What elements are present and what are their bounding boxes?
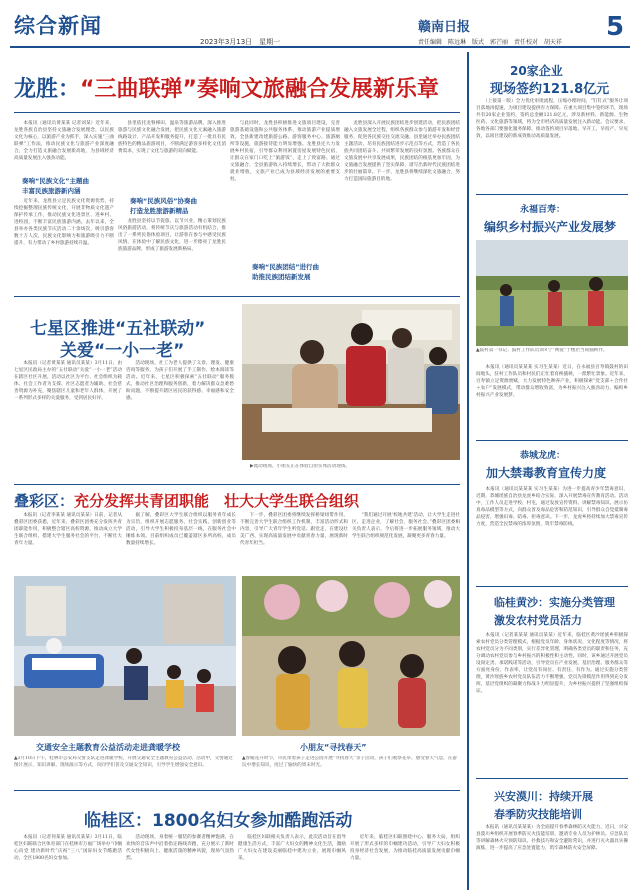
longsheng-subhead-3: 奏响“民族团结”进行曲 — [252, 263, 320, 271]
rule — [14, 484, 460, 485]
body-text: 龙胜县深入开展民族团结进步创建活动，把民族团结融入文旅发展全过程，组织各族群众参与旅游开发和经营服务，促进各民族交往交流交融。县里通过举办民族团结主题活动、培育民族团结进步示范点等方式，营造了各民族共同团结奋斗、共同繁荣发展的良好氛围。各族群众在文旅发展中共享发展成果，民族团结的根基更加牢固，为文旅融合发展提供了坚实保障，谱写出新时代民族团结进步的壮丽篇章。下一步，龙胜县将继续深化文旅融合，努力打造国际旅游目的地。 — [344, 121, 460, 182]
gongcheng-place: 恭城龙虎： — [520, 451, 566, 461]
spring-kids-photo — [242, 576, 460, 736]
body-text: 与此同时，龙胜县积极推进文旅项目建设，完善旅游基础设施和公共服务体系，推动旅游产业提质增效。全县新建改建旅游公路、游客服务中心、旅游厕所等设施，旅游接待能力明显增强。龙胜县还大力发展乡村民宿，引导群众利用闲置房屋发展特色民宿，让群众在家门口吃上“旅游饭”，走上了致富路。通过文旅融合，全县旅游收入持续增长，带动了大批群众就业增收，文旅产业已成为县域经济发展的重要支柱。 — [230, 121, 340, 182]
rule — [476, 586, 628, 587]
masthead — [0, 0, 640, 48]
longsheng-subhead-3b: 助推民族团结新发展 — [252, 273, 311, 281]
xingan-headline-1: 持续开展 — [549, 790, 593, 803]
masthead-rule — [10, 46, 630, 48]
qixingqu-photo-caption: ▶流动现场、小朋友正在体验自由实体活动现场。 — [250, 464, 351, 469]
lingui-headline — [84, 806, 352, 831]
spring-caption-title: 小朋友“寻找春天” — [300, 743, 367, 752]
rule — [14, 296, 460, 297]
qixingqu-headline-2: 关爱“一小一老” — [60, 341, 185, 361]
body-text: 龙胜县坚持以节促旅、以节兴业，精心策划民族风俗旅游活动，将传统节庆与旅游活动有机结合，推出了一系列民俗体验项目，让游客在参与中感受民族风情，在体验中了解民族文化，进一步擦亮了龙胜民族旅游品牌，形成了旅游发展新格局。 — [118, 219, 226, 252]
yongfu-photo-caption: ▲鼓村第一书记、鼓村工作队员刘×宁“网爱”于楼层当间插秧作。 — [476, 348, 608, 353]
body-text: 本报讯（通讯员某某某 实习生某某）近日，在永福县百寿镇鼓村的田间地头，驻村工作队员和村民们正忙着育秧插秧，一派繁忙景象。近年来，百寿镇立足资源禀赋，大力发展特色种养产业，积极探索“党支部＋合作社＋农户”发展模式，带动群众增收致富，为乡村振兴注入强劲动力，编织乡村振兴产业发展梦。 — [476, 365, 628, 398]
xingan-place — [494, 788, 593, 804]
section-title: 综合新闻 — [14, 14, 102, 38]
body-text: 本报讯（通讯员某某某 实习生某某）为进一步提高青少年禁毒意识，近期，恭城瑶族自治县龙虎乡结合实际，深入开展禁毒宣传教育活动。活动中，工作人员走进学校、村屯，通过发放宣传资料、讲解禁毒知识、展示仿真毒品模型等方式，向群众普及毒品危害和防范知识，引导群众自觉抵制毒品侵害，增强识毒、防毒、拒毒意识。下一步，龙虎乡将持续加大禁毒宣传力度，营造全民禁毒的浓厚氛围，筑牢禁毒防线。 — [476, 487, 628, 527]
body-text: 本报讯（通讯员某某某）为全面提升春季森林防灭火能力，近日，兴安县漠川乡组织开展春季防灭火技能培训，邀请专业人员为护林员、应急队员等讲解森林火灾预防知识、扑救技巧和安全避险常识，并进行灭火器具实操演练，进一步提高了应急处置能力，筑牢森林防火安全屏障。 — [476, 825, 628, 851]
column-divider — [467, 52, 469, 890]
body-text: 临桂区妇联相关负责人表示，此次活动旨在倡导健康生活方式，丰富广大妇女的精神文化生活，激励广大妇女在建设美丽临桂中建功立业，展现巾帼风采。 — [238, 835, 346, 861]
body-text: 县里依托龙脊梯田、温泉等旅游品牌，深入推进旅游与民族文化融合发展，把民族文化元素融入旅游线路设计、产品开发和服务提升，打造了一批具有民族特色的精品旅游项目，不断满足游客多样化文化消费需求，实现了文化与旅游的双向赋能。 — [118, 121, 226, 154]
body-text: 本报讯（记者某某某 通讯员某某）近年来，临桂区黄沙瑶族乡积极探索农村党员分类管理模式，根据党员年龄、身体状况、文化程度等情况，将农村党员分为不同类别，实行差异化管理，明确各类党员的职责和任务，充分调动农村党员参与乡村振兴的积极性和主动性。同时，该乡通过开展党员设岗定责、承诺践诺等活动，引导党员在产业发展、基层治理、服务群众等方面亮身份、作表率，让党员有岗位、有责任、有作为。通过实施分类管理，黄沙瑶族乡农村党员队伍活力不断增强，党员先锋模范作用得到充分发挥，基层党组织的凝聚力和战斗力明显提升，为乡村振兴提供了坚强组织保证。 — [476, 633, 628, 694]
body-text: 下一步，叠彩区团委将继续发挥桥梁纽带作用，不断完善大学生联合组织工作机制，丰富活动形式和内容，引导广大青年学生听党话、跟党走，在建设壮美广西、实现高质量发展中贡献青春力量，展现新时代青年担当。 — [240, 513, 348, 546]
qixingqu-headline-1: 七星区推进“五社联动” — [30, 319, 206, 339]
xingan-place-text: 兴安漠川： — [494, 790, 549, 803]
body-text: （上接第一版）全力优化审批流程，压缩办理时间，“钉钉式”服务让项目落地再提速，为项目建设提供有力保障。在重大项目集中签约环节，现场共有20家企业签约，签约总金额121.8亿元，涉及新材料、新能源、生物医药、文化旅游等领域，将为全市经济高质量发展注入新动能。会议要求，各地各部门要强化服务保障，推动签约项目早落地、早开工、早投产、早见效，以项目建设的新成效推动高质量发展。 — [476, 99, 628, 139]
diecai-place: 叠彩区： — [14, 492, 75, 510]
gongcheng-headline: 加大禁毒教育宣传力度 — [486, 466, 607, 480]
body-text: 活动现场，身着统一服装的参赛者精神饱满，在欢快的音乐声中沿着指定路线奔跑，充分展示了新时代女性积极向上、健康活泼的精神风貌，现场气氛热烈。 — [126, 835, 234, 861]
yongfu-headline: 编织乡村振兴产业发展梦 — [484, 220, 617, 234]
huangsha-headline-1: 实施分类管理 — [549, 596, 615, 609]
body-text: 据了解，叠彩区大学生联合组织以服务青年成长为宗旨，组织开展志愿服务、社会实践、创新创业等活动，引导大学生积极投身基层一线，在服务社会中锤炼本领。目前组织成员已覆盖辖区多所高校，成员数量持续增长。 — [126, 513, 236, 546]
body-text: 活动现场，社工为老人提供了义诊、理发、健康咨询等服务，为孩子们开展了手工制作、绘本阅读等活动。近年来，七星区积极探索“五社联动”服务模式，推动社区治理和服务创新，着力解决群众急难愁盼问题，不断提升辖区居民的获得感、幸福感和安全感。 — [126, 361, 234, 401]
longsheng-subhead-2: 奏响“民族风俗”协奏曲 — [130, 197, 198, 205]
body-text: 本报讯（记者李某某 通讯员某某）日前，记者从叠彩区团委获悉，近年来，叠彩区团委充分发挥共青团职能作用，积极整合辖区高校资源，推动成立大学生联合组织，搭建大学生服务社会的平台，不断壮大青年力量。 — [14, 513, 122, 546]
diecai-title: 充分发挥共青团职能 壮大大学生联合组织 — [74, 492, 360, 510]
rule — [476, 440, 628, 441]
editor-credits: 责任编辑 陈远琳 版式 郭芒丽 责任校对 胡天祥 — [418, 39, 563, 46]
diecai-headline — [14, 490, 359, 511]
lingui-place: 临桂区： — [84, 811, 152, 831]
longsheng-place: 龙胜： — [14, 77, 81, 102]
longsheng-title: “三曲联弹”奏响文旅融合发展新乐章 — [80, 77, 439, 102]
yongfu-place: 永福百寿： — [520, 205, 566, 215]
xingan-headline-2: 春季防灾技能培训 — [494, 808, 582, 821]
rule — [14, 790, 460, 791]
huangsha-place-text: 临桂黄沙： — [494, 596, 549, 609]
traffic-caption-title: 交通安全主题教育公益活动走进龚暖学校 — [36, 743, 180, 752]
longsheng-subhead-1: 奏响“民族文化”主题曲 — [22, 177, 90, 185]
traffic-safety-photo — [14, 576, 236, 736]
rule — [476, 778, 628, 779]
traffic-caption-text: ▲3月10日下午，桂林市公安局交警支队走进龚暖学校，开展交通安全主题教育公益活动。活动中，交警通过图片展示、知识讲解、现场演示等方式，向同学们普及交通安全知识，引导学生增强安全意识。 — [14, 756, 234, 768]
qixingqu-photo — [242, 304, 460, 460]
huangsha-place — [494, 594, 615, 610]
body-text: 本报讯（记者何某某 通讯员某某）3月11日，临桂区妇联联合区体育部门在桂林市万福广场举办“巾帼心向党 建功新时代”庆祝“三八”国际妇女节酷跑活动，全区1800名妇女参加。 — [14, 835, 122, 861]
lingui-title: 1800名妇女参加酷跑活动 — [152, 811, 353, 831]
spring-caption-text: ▲春暖花开时节，市民带着孩子走进公园开展“寻找春天”亲子活动，孩子们观察花草、感受春天气息，在游玩中增长知识，度过了愉快的周末时光。 — [242, 756, 457, 768]
body-text: 本报讯（记者黄某某 通讯员某某）3月11日，由七星区民政局主办的“五社联动”关爱“一小一老”活动在辖区社区开展。活动以社区为平台、社会组织为载体、社会工作者为支撑、社区志愿者为辅助、社会慈善资源为补充，聚焦辖区儿童和老年人群体，开展了一系列形式多样的关爱服务，受到居民好评。 — [14, 361, 122, 401]
rule — [476, 194, 628, 195]
enterprises-headline-2: 现场签约121.8亿元 — [490, 82, 610, 97]
enterprises-headline-1: 20家企业 — [510, 64, 563, 78]
body-text: “我们通过开展‘校地共建’活动，让大学生走进社区、走进企业，了解社会、服务社会。”叠彩区团委相关负责人表示，今后将进一步拓展服务领域，推动大学生联合组织规范化发展，凝聚更多青春力量。 — [352, 513, 460, 539]
yongfu-photo — [476, 240, 628, 346]
huangsha-headline-2: 激发农村党员活力 — [494, 614, 582, 627]
longsheng-headline — [14, 72, 439, 103]
rule — [14, 112, 460, 113]
body-text: 近年来，临桂区妇联围绕中心、服务大局，组织开展了形式多样的巾帼建功活动，引导广大妇女积极投身经济社会发展，为推动临桂高质量发展贡献巾帼力量。 — [350, 835, 460, 861]
longsheng-subhead-2b: 打造龙胜旅游新精品 — [130, 207, 189, 215]
newspaper-logo: 赣南日报 — [418, 20, 471, 35]
page-number: 5 — [606, 12, 625, 42]
body-text: 近年来，龙胜县立足民族文化资源优势，持续挖掘整理民族传统文化，开展非物质文化遗产保护传承工作，推动民族文化进景区、进乡村、进校园，不断丰富民族旅游内涵。去年以来，全县举办各类民族节庆活动二十余场次，吸引游客数十万人次，民族文化影响力和旅游吸引力不断提升，有力带动了乡村旅游持续升温。 — [14, 199, 114, 246]
longsheng-subhead-1b: 丰富民族旅游新内涵 — [22, 187, 81, 195]
issue-date: 2023年3月13日 星期一 — [200, 38, 281, 46]
body-text: 本报讯（通讯员黄某某 记者刘某）近年来，龙胜各族自治县坚持文旅融合发展理念，以民族文化为核心，以旅游产业为抓手，深入实施“三曲联弹”工作法，推动民族文化与旅游产业深度融合，全力打造文旅融合发展新高地，为县域经济高质量发展注入强劲动能。 — [14, 121, 114, 161]
